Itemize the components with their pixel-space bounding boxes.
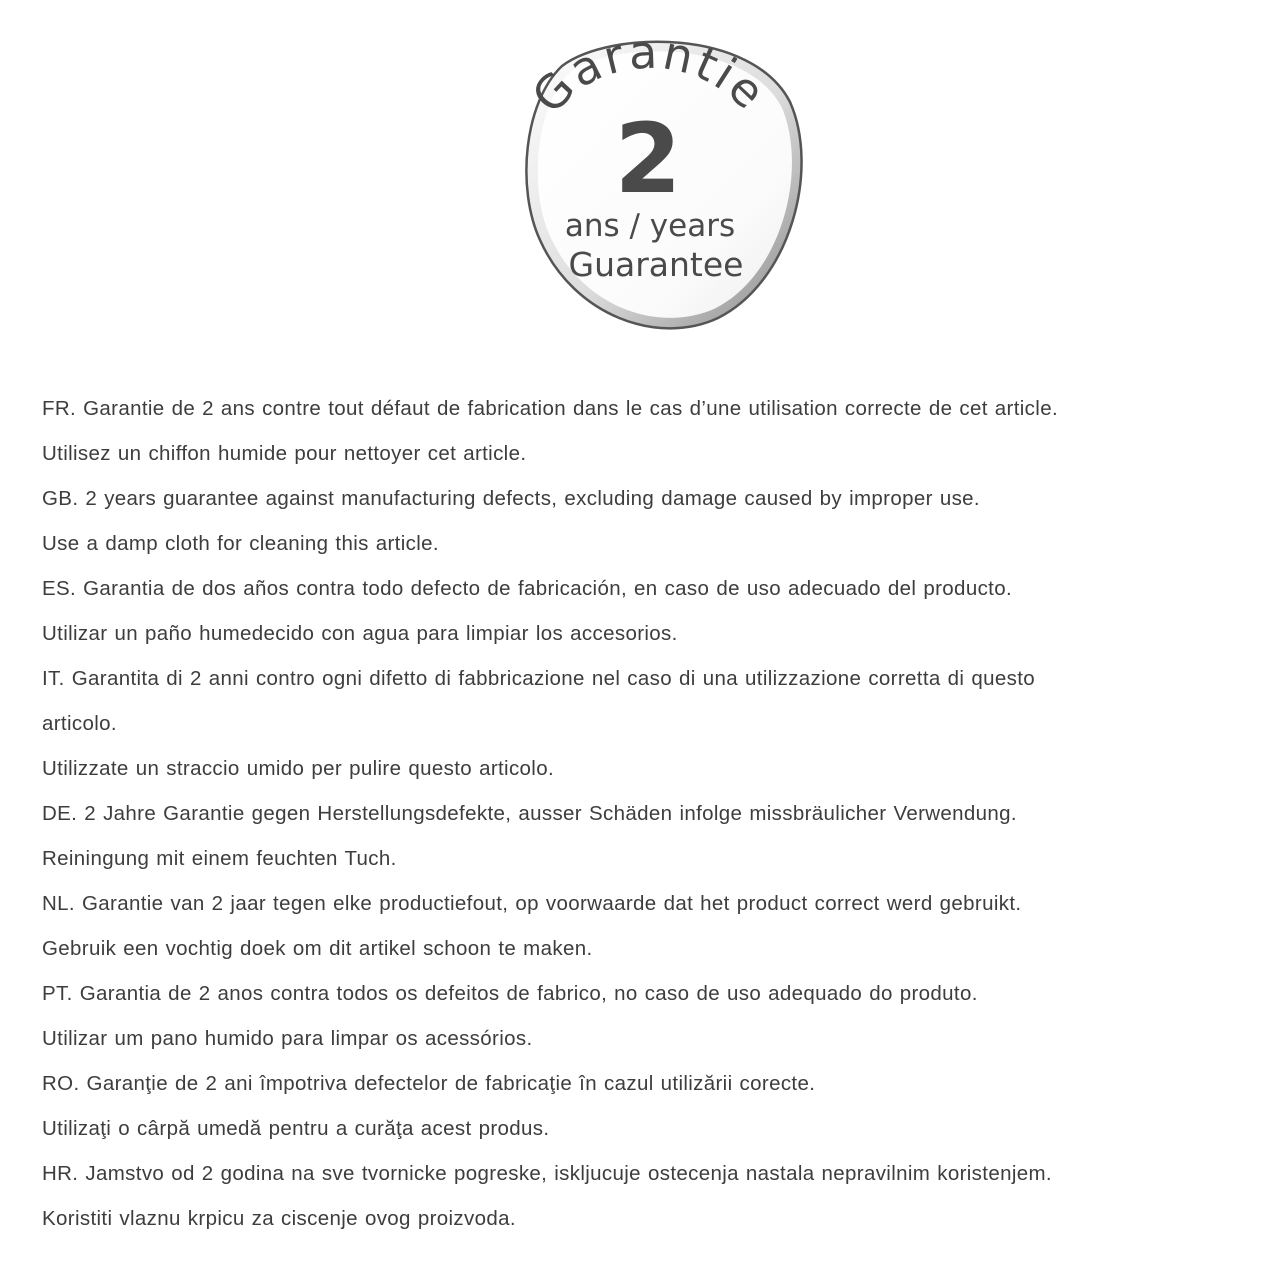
badge-guarantee-text: Guarantee <box>568 245 744 284</box>
guarantee-badge <box>490 20 830 340</box>
badge-garantie-arc-text: Garantie <box>521 24 778 124</box>
gb-cleaning-line: Use a damp cloth for cleaning this article. <box>42 532 439 555</box>
pt-cleaning-line: Utilizar um pano humido para limpar os acessórios. <box>42 1027 533 1050</box>
hr-cleaning-line: Koristiti vlaznu krpicu za ciscenje ovog proizvoda. <box>42 1207 516 1230</box>
gb-guarantee-line: GB. 2 years guarantee against manufacturing defects, excluding damage caused by improper use. <box>42 487 980 510</box>
badge-years-text: ans / years <box>564 208 736 244</box>
it-guarantee-line: IT. Garantita di 2 anni contro ogni difetto di fabbricazione nel caso di una utilizzazione corretta di questo <box>42 667 1036 690</box>
ro-cleaning-line: Utilizaţi o cârpă umedă pentru a curăţa acest produs. <box>42 1117 550 1140</box>
fr-cleaning-line: Utilisez un chiffon humide pour nettoyer cet article. <box>42 442 527 465</box>
it-cleaning-line: Utilizzate un straccio umido per pulire questo articolo. <box>42 757 554 780</box>
es-guarantee-line: ES. Garantia de dos años contra todo defecto de fabricación, en caso de uso adecuado del producto. <box>42 577 1013 600</box>
de-cleaning-line: Reiningung mit einem feuchten Tuch. <box>42 847 397 870</box>
it-guarantee-line-continued: articolo. <box>42 712 117 735</box>
hr-guarantee-line: HR. Jamstvo od 2 godina na sve tvornicke pogreske, iskljucuje ostecenja nastala nepravilnim koristenjem. <box>42 1162 1052 1185</box>
ro-guarantee-line: RO. Garanţie de 2 ani împotriva defectelor de fabricaţie în cazul utilizării corecte. <box>42 1072 816 1095</box>
fr-guarantee-line: FR. Garantie de 2 ans contre tout défaut de fabrication dans le cas d’une utilisation correcte de cet article. <box>42 397 1058 420</box>
es-cleaning-line: Utilizar un paño humedecido con agua para limpiar los accesorios. <box>42 622 678 645</box>
pt-guarantee-line: PT. Garantia de 2 anos contra todos os defeitos de fabrico, no caso de uso adequado do produto. <box>42 982 978 1005</box>
badge-number: 2 <box>614 103 682 215</box>
guarantee-text-block <box>42 386 1257 1241</box>
nl-cleaning-line: Gebruik een vochtig doek om dit artikel schoon te maken. <box>42 937 593 960</box>
nl-guarantee-line: NL. Garantie van 2 jaar tegen elke productiefout, op voorwaarde dat het product correct werd gebruikt. <box>42 892 1022 915</box>
de-guarantee-line: DE. 2 Jahre Garantie gegen Herstellungsdefekte, ausser Schäden infolge missbräulicher Verwendung. <box>42 802 1017 825</box>
